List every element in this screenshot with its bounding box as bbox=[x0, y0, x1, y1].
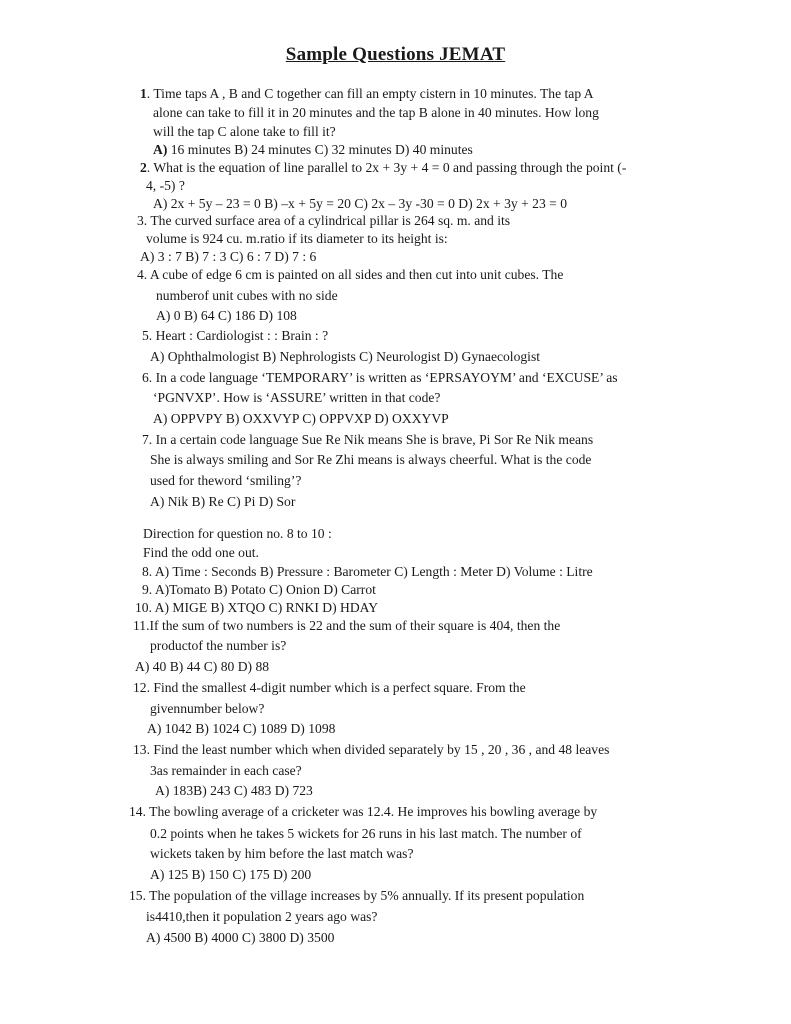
question-11-line-2: productof the number is? bbox=[150, 638, 287, 653]
direction-line-2: Find the odd one out. bbox=[143, 545, 259, 560]
question-9: 9. A)Tomato B) Potato C) Onion D) Carrot bbox=[142, 582, 376, 597]
question-14-line-3: wickets taken by him before the last match was? bbox=[150, 846, 414, 861]
question-1-line-3: will the tap C alone take to fill it? bbox=[153, 124, 336, 139]
question-14-line-2: 0.2 points when he takes 5 wickets for 26 runs in his last match. The number of bbox=[150, 826, 582, 841]
question-12-options: A) 1042 B) 1024 C) 1089 D) 1098 bbox=[147, 721, 336, 736]
question-11-line-1: 11.If the sum of two numbers is 22 and the sum of their square is 404, then the bbox=[133, 618, 561, 633]
question-7-line-2: She is always smiling and Sor Re Zhi means is always cheerful. What is the code bbox=[150, 452, 592, 467]
question-10: 10. A) MIGE B) XTQO C) RNKI D) HDAY bbox=[135, 600, 379, 615]
question-7-options: A) Nik B) Re C) Pi D) Sor bbox=[150, 494, 296, 509]
question-3-options: A) 3 : 7 B) 7 : 3 C) 6 : 7 D) 7 : 6 bbox=[140, 249, 317, 264]
question-1-line-1 bbox=[140, 85, 594, 103]
question-1-option-prefix: A) bbox=[153, 142, 168, 157]
question-4-line-1: 4. A cube of edge 6 cm is painted on all sides and then cut into unit cubes. The bbox=[137, 267, 564, 282]
question-2-text: . What is the equation of line parallel to 2x + 3y + 4 = 0 and passing through the point (- bbox=[146, 160, 627, 175]
question-3-line-2: volume is 924 cu. m.ratio if its diameter to its height is: bbox=[146, 231, 448, 246]
question-11-options: A) 40 B) 44 C) 80 D) 88 bbox=[135, 659, 270, 674]
question-1-options bbox=[153, 141, 473, 159]
question-7-line-3: used for theword ‘smiling’? bbox=[150, 473, 302, 488]
question-1-number: 1 bbox=[140, 86, 147, 101]
direction-line-1: Direction for question no. 8 to 10 : bbox=[143, 526, 332, 541]
question-12-line-1: 12. Find the smallest 4-digit number which is a perfect square. From the bbox=[133, 680, 526, 695]
question-13-line-2: 3as remainder in each case? bbox=[150, 763, 302, 778]
question-2-options: A) 2x + 5y – 23 = 0 B) –x + 5y = 20 C) 2x – 3y -30 = 0 D) 2x + 3y + 23 = 0 bbox=[153, 196, 567, 211]
question-5-line-1: 5. Heart : Cardiologist : : Brain : ? bbox=[142, 328, 329, 343]
page-title: Sample Questions JEMAT bbox=[285, 44, 506, 65]
question-2-line-2: 4, -5) ? bbox=[146, 178, 185, 193]
question-3-line-1: 3. The curved surface area of a cylindrical pillar is 264 sq. m. and its bbox=[137, 213, 511, 228]
question-6-line-2: ‘PGNVXP’. How is ‘ASSURE’ written in that code? bbox=[153, 390, 441, 405]
question-6-line-1: 6. In a code language ‘TEMPORARY’ is written as ‘EPRSAYOYM’ and ‘EXCUSE’ as bbox=[142, 370, 618, 385]
question-14-line-1: 14. The bowling average of a cricketer was 12.4. He improves his bowling average by bbox=[129, 804, 598, 819]
question-14-options: A) 125 B) 150 C) 175 D) 200 bbox=[150, 867, 312, 882]
question-1-line-2: alone can take to fill it in 20 minutes and the tap B alone in 40 minutes. How long bbox=[153, 105, 599, 120]
question-15-line-2: is4410,then it population 2 years ago was? bbox=[146, 909, 378, 924]
question-13-options: A) 183B) 243 C) 483 D) 723 bbox=[155, 783, 313, 798]
question-12-line-2: givennumber below? bbox=[150, 701, 265, 716]
question-15-options: A) 4500 B) 4000 C) 3800 D) 3500 bbox=[146, 930, 335, 945]
question-4-options: A) 0 B) 64 C) 186 D) 108 bbox=[156, 308, 297, 323]
question-5-options: A) Ophthalmologist B) Nephrologists C) Neurologist D) Gynaecologist bbox=[150, 349, 541, 364]
question-8: 8. A) Time : Seconds B) Pressure : Barometer C) Length : Meter D) Volume : Litre bbox=[142, 564, 593, 579]
question-15-line-1: 15. The population of the village increases by 5% annually. If its present population bbox=[129, 888, 585, 903]
question-1-options-text: 16 minutes B) 24 minutes C) 32 minutes D) 40 minutes bbox=[167, 142, 473, 157]
question-2-line-1 bbox=[140, 159, 626, 177]
question-4-line-2: numberof unit cubes with no side bbox=[156, 288, 338, 303]
question-7-line-1: 7. In a certain code language Sue Re Nik means She is brave, Pi Sor Re Nik means bbox=[142, 432, 594, 447]
question-13-line-1: 13. Find the least number which when divided separately by 15 , 20 , 36 , and 48 leaves bbox=[133, 742, 610, 757]
question-6-options: A) OPPVPY B) OXXVYP C) OPPVXP D) OXXYVP bbox=[153, 411, 449, 426]
question-1-text: . Time taps A , B and C together can fill an empty cistern in 10 minutes. The tap A bbox=[146, 86, 594, 101]
question-2-number: 2 bbox=[140, 160, 147, 175]
